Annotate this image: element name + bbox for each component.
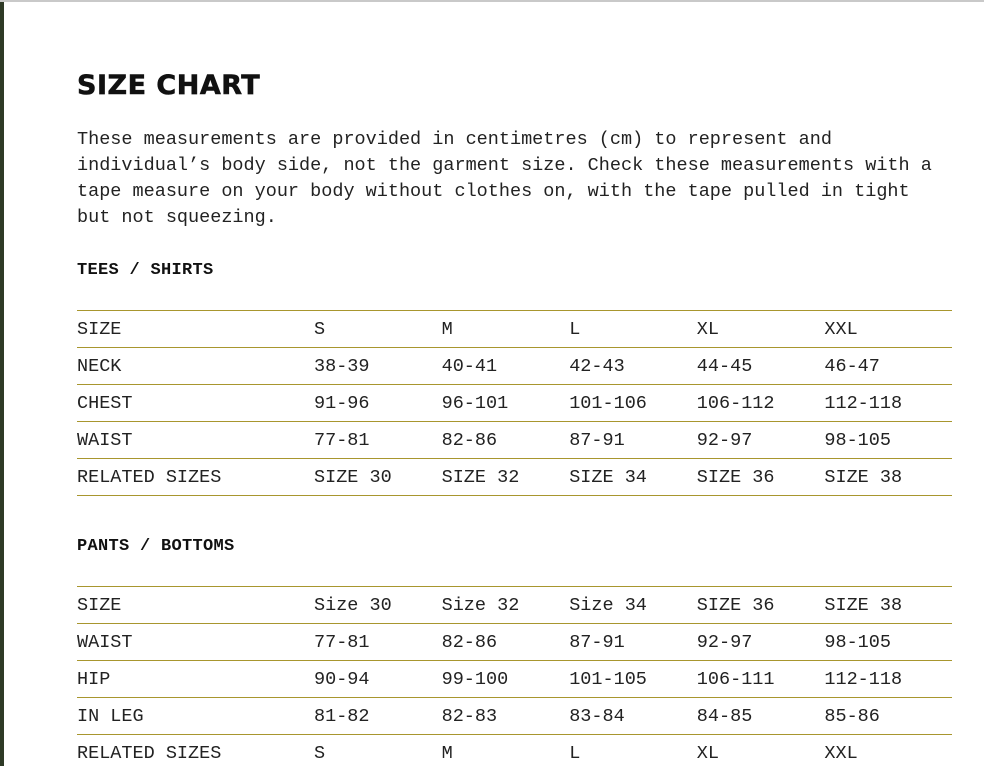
table-cell: 42-43: [569, 348, 697, 385]
table-cell: SIZE 30: [314, 459, 442, 496]
table-row: [77, 624, 952, 661]
table-cell: 98-105: [824, 624, 952, 661]
table-cell: 92-97: [697, 422, 825, 459]
table-cell: 40-41: [442, 348, 570, 385]
tees-section-heading: TEES / SHIRTS: [77, 261, 214, 280]
table-cell: 101-106: [569, 385, 697, 422]
table-cell: SIZE 36: [697, 587, 825, 624]
page-title: SIZE CHART: [77, 70, 261, 101]
table-cell: SIZE 34: [569, 459, 697, 496]
table-cell: 87-91: [569, 422, 697, 459]
table-cell: M: [442, 735, 570, 766]
table-cell: Size 32: [442, 587, 570, 624]
table-cell: 82-83: [442, 698, 570, 735]
table-row: [77, 311, 952, 348]
table-cell: 44-45: [697, 348, 825, 385]
row-label: RELATED SIZES: [77, 735, 314, 766]
row-label: SIZE: [77, 311, 314, 348]
table-row: [77, 698, 952, 735]
table-cell: SIZE 36: [697, 459, 825, 496]
table-cell: 112-118: [824, 385, 952, 422]
table-cell: 82-86: [442, 624, 570, 661]
table-cell: SIZE 32: [442, 459, 570, 496]
table-cell: 101-105: [569, 661, 697, 698]
table-cell: XXL: [824, 311, 952, 348]
table-cell: 92-97: [697, 624, 825, 661]
table-cell: XL: [697, 311, 825, 348]
row-label: WAIST: [77, 422, 314, 459]
table-row: [77, 348, 952, 385]
row-label: NECK: [77, 348, 314, 385]
table-cell: 98-105: [824, 422, 952, 459]
row-label: HIP: [77, 661, 314, 698]
row-label: CHEST: [77, 385, 314, 422]
table-cell: 87-91: [569, 624, 697, 661]
row-label: SIZE: [77, 587, 314, 624]
pants-section-heading: PANTS / BOTTOMS: [77, 537, 235, 556]
table-row: [77, 735, 952, 766]
table-cell: 85-86: [824, 698, 952, 735]
table-cell: 81-82: [314, 698, 442, 735]
table-cell: L: [569, 311, 697, 348]
table-cell: L: [569, 735, 697, 766]
table-cell: 38-39: [314, 348, 442, 385]
table-cell: Size 34: [569, 587, 697, 624]
table-cell: 82-86: [442, 422, 570, 459]
row-label: WAIST: [77, 624, 314, 661]
row-label: IN LEG: [77, 698, 314, 735]
table-cell: 99-100: [442, 661, 570, 698]
table-cell: 91-96: [314, 385, 442, 422]
size-chart-modal: [4, 2, 984, 766]
intro-text: These measurements are provided in centimetres (cm) to represent and individual’s body side, not the garment size. Check these measurements with a tape measure on your body without clothes on, with the tape pulled in tight but not squeezing.: [77, 129, 932, 228]
table-row: [77, 661, 952, 698]
table-cell: 84-85: [697, 698, 825, 735]
table-cell: 106-111: [697, 661, 825, 698]
table-cell: Size 30: [314, 587, 442, 624]
table-cell: 46-47: [824, 348, 952, 385]
table-cell: 83-84: [569, 698, 697, 735]
table-row: [77, 422, 952, 459]
row-label: RELATED SIZES: [77, 459, 314, 496]
table-cell: S: [314, 735, 442, 766]
table-cell: 112-118: [824, 661, 952, 698]
table-cell: XL: [697, 735, 825, 766]
table-cell: SIZE 38: [824, 459, 952, 496]
table-row: [77, 587, 952, 624]
table-cell: SIZE 38: [824, 587, 952, 624]
table-cell: XXL: [824, 735, 952, 766]
table-cell: 90-94: [314, 661, 442, 698]
table-cell: M: [442, 311, 570, 348]
table-row: [77, 459, 952, 496]
pants-size-table: [77, 586, 952, 766]
tees-size-table: [77, 310, 952, 496]
table-cell: 96-101: [442, 385, 570, 422]
table-cell: 77-81: [314, 624, 442, 661]
table-cell: 106-112: [697, 385, 825, 422]
table-cell: S: [314, 311, 442, 348]
table-cell: 77-81: [314, 422, 442, 459]
table-row: [77, 385, 952, 422]
